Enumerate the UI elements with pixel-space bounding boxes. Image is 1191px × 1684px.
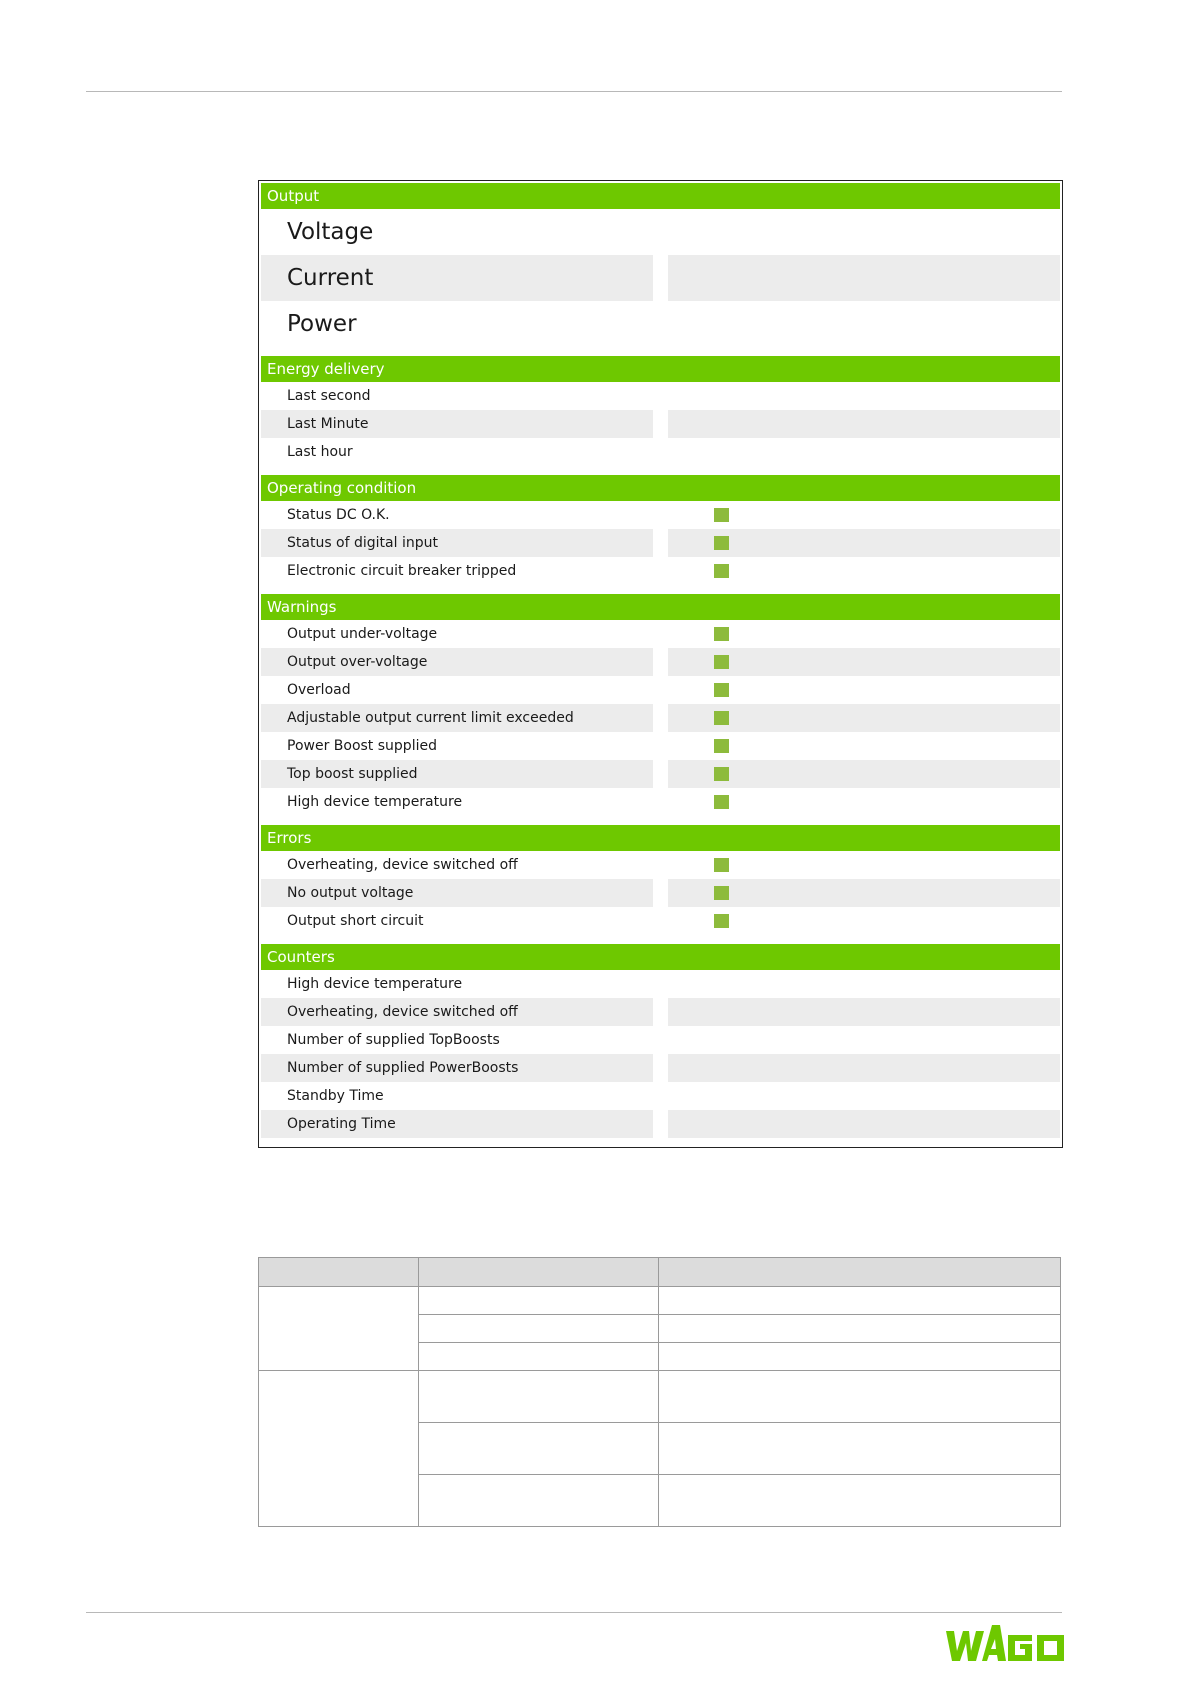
status-indicator-icon — [714, 711, 729, 725]
value-cell — [668, 1110, 1060, 1138]
value-cell — [668, 410, 1060, 438]
section-header: Energy delivery — [261, 356, 1060, 382]
status-row — [261, 648, 1060, 676]
section-header: Warnings — [261, 594, 1060, 620]
status-row — [261, 438, 1060, 466]
row-label: Status of digital input — [261, 529, 653, 557]
status-row — [261, 788, 1060, 816]
row-label: Power — [287, 311, 357, 337]
status-indicator-icon — [714, 914, 729, 928]
status-indicator-icon — [714, 564, 729, 578]
row-label: Top boost supplied — [261, 760, 653, 788]
section-header: Counters — [261, 944, 1060, 970]
section-header: Output — [261, 183, 1060, 209]
status-row — [261, 557, 1060, 585]
wago-logo-icon — [946, 1625, 1064, 1667]
row-label: Last second — [287, 388, 371, 404]
row-label: Current — [261, 255, 653, 301]
status-row — [261, 255, 1060, 301]
row-label: Output over-voltage — [261, 648, 653, 676]
table-cell — [419, 1343, 659, 1371]
section-header: Errors — [261, 825, 1060, 851]
status-row — [261, 1082, 1060, 1110]
table-cell — [659, 1315, 1061, 1343]
status-row — [261, 704, 1060, 732]
value-cell — [668, 998, 1060, 1026]
status-panel — [258, 180, 1063, 1148]
row-label: Standby Time — [287, 1088, 384, 1104]
row-label: Electronic circuit breaker tripped — [287, 563, 517, 579]
status-row — [261, 760, 1060, 788]
status-row — [261, 1110, 1060, 1138]
value-cell — [668, 209, 1060, 255]
table-header-row — [259, 1258, 1061, 1287]
row-label: High device temperature — [287, 976, 463, 992]
row-label: Number of supplied TopBoosts — [287, 1032, 500, 1048]
table-group-cell — [259, 1287, 419, 1371]
row-label: Voltage — [287, 219, 374, 245]
status-row — [261, 907, 1060, 935]
table-cell — [659, 1475, 1061, 1527]
value-cell — [668, 255, 1060, 301]
table-group-cell — [259, 1371, 419, 1527]
value-cell — [668, 301, 1060, 347]
row-label: Overheating, device switched off — [287, 857, 518, 873]
section-energy-delivery — [261, 356, 1060, 466]
table-cell — [419, 1315, 659, 1343]
header-rule — [86, 91, 1062, 92]
row-label: Number of supplied PowerBoosts — [261, 1054, 653, 1082]
row-label: Last Minute — [261, 410, 653, 438]
row-label: Overheating, device switched off — [261, 998, 653, 1026]
status-row — [261, 732, 1060, 760]
value-cell — [668, 1026, 1060, 1054]
status-row — [261, 998, 1060, 1026]
section-header: Operating condition — [261, 475, 1060, 501]
status-indicator-icon — [714, 508, 729, 522]
status-row — [261, 410, 1060, 438]
row-label: Power Boost supplied — [287, 738, 437, 754]
table-cell — [419, 1423, 659, 1475]
status-row — [261, 209, 1060, 255]
status-row — [261, 676, 1060, 704]
status-row — [261, 1054, 1060, 1082]
table-row — [259, 1371, 1061, 1423]
status-indicator-icon — [714, 795, 729, 809]
table-cell — [419, 1371, 659, 1423]
row-label: Output short circuit — [287, 913, 424, 929]
status-indicator-icon — [714, 739, 729, 753]
value-cell — [668, 438, 1060, 466]
value-cell — [668, 382, 1060, 410]
table-header-cell — [419, 1258, 659, 1287]
row-label: No output voltage — [261, 879, 653, 907]
table-cell — [659, 1287, 1061, 1315]
status-row — [261, 301, 1060, 347]
section-counters — [261, 944, 1060, 1138]
section-operating-condition — [261, 475, 1060, 585]
table-cell — [659, 1423, 1061, 1475]
row-label: Overload — [287, 682, 351, 698]
status-indicator-icon — [714, 767, 729, 781]
row-label: Output under-voltage — [287, 626, 438, 642]
section-output — [261, 183, 1060, 347]
value-cell — [668, 1082, 1060, 1110]
status-row — [261, 620, 1060, 648]
table-row — [259, 1287, 1061, 1315]
table-cell — [419, 1287, 659, 1315]
status-row — [261, 529, 1060, 557]
status-row — [261, 1026, 1060, 1054]
status-row — [261, 501, 1060, 529]
section-errors — [261, 825, 1060, 935]
status-indicator-icon — [714, 683, 729, 697]
table-header-cell — [659, 1258, 1061, 1287]
status-indicator-icon — [714, 886, 729, 900]
footer-rule — [86, 1612, 1062, 1613]
status-indicator-icon — [714, 536, 729, 550]
status-indicator-icon — [714, 858, 729, 872]
table-cell — [659, 1343, 1061, 1371]
status-row — [261, 879, 1060, 907]
status-indicator-icon — [714, 627, 729, 641]
status-indicator-icon — [714, 655, 729, 669]
row-label: Adjustable output current limit exceeded — [261, 704, 653, 732]
value-cell — [668, 1054, 1060, 1082]
status-row — [261, 382, 1060, 410]
row-label: Last hour — [287, 444, 353, 460]
value-cell — [668, 970, 1060, 998]
status-row — [261, 851, 1060, 879]
status-row — [261, 970, 1060, 998]
table-header-cell — [259, 1258, 419, 1287]
row-label: Status DC O.K. — [287, 507, 390, 523]
row-label: High device temperature — [287, 794, 463, 810]
table-cell — [659, 1371, 1061, 1423]
row-label: Operating Time — [261, 1110, 653, 1138]
table-cell — [419, 1475, 659, 1527]
section-warnings — [261, 594, 1060, 816]
description-table — [258, 1257, 1061, 1527]
